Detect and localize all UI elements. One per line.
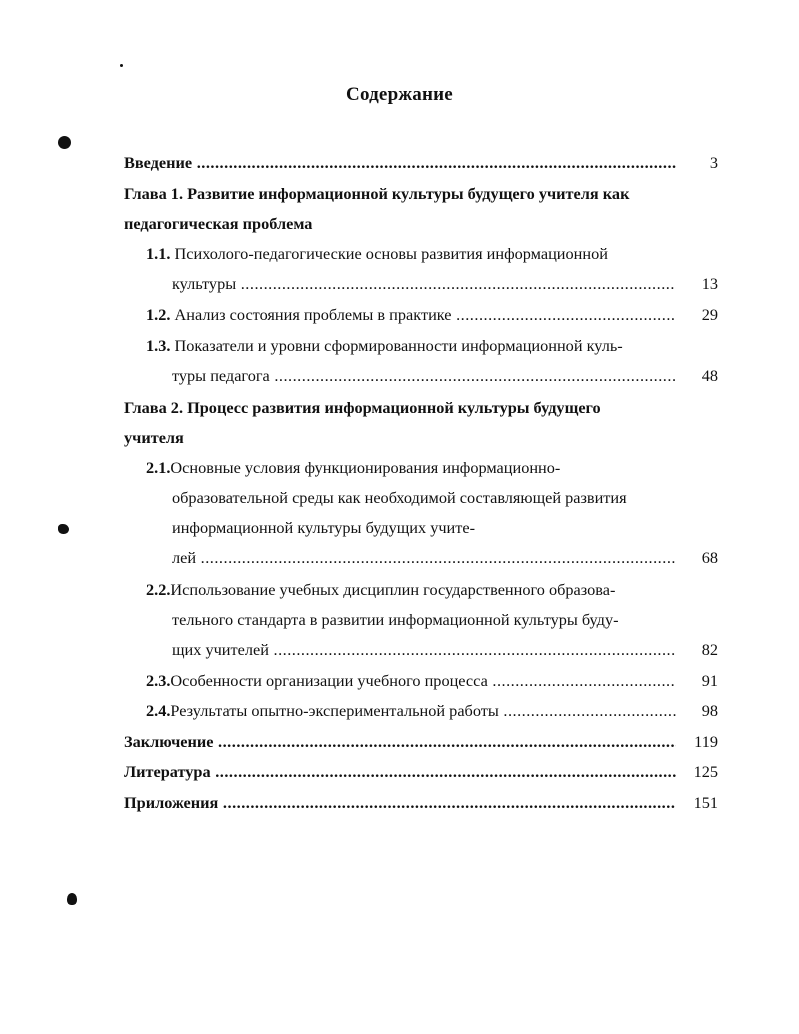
leader-dots [236, 274, 676, 293]
section-label: Результаты опытно-экспериментальной работы [170, 701, 499, 720]
toc-chapter-1-cont: педагогическая проблема [124, 214, 313, 233]
scan-blot [58, 524, 69, 534]
toc-page-number: 82 [701, 640, 718, 659]
toc-section-1-3 [146, 331, 676, 361]
section-label: Показатели и уровни сформированности информационной куль- [174, 336, 623, 355]
leader-dots [218, 793, 676, 812]
scan-blot [67, 893, 77, 905]
toc-section-2-1-cont: информационной культуры будущих учите- [172, 518, 476, 537]
toc-section-2-3 [146, 666, 676, 696]
toc-entry-conclusion [124, 727, 676, 757]
toc-page-number: 29 [701, 305, 718, 324]
page-title: Содержание [346, 84, 453, 105]
toc-section-2-4 [146, 696, 676, 726]
leader-dots [269, 640, 676, 659]
leader-dots [452, 305, 676, 324]
section-number: 2.3. [146, 671, 171, 690]
toc-page-number: 13 [701, 274, 718, 293]
toc-chapter-2: Глава 2. Процесс развития информационной культуры будущего [124, 398, 601, 417]
toc-entry-appendix [124, 788, 676, 818]
scan-blot [58, 136, 71, 149]
section-number: 2.2. [146, 580, 171, 599]
leader-dots [213, 732, 676, 751]
leader-dots [211, 762, 676, 781]
section-label-cont: щих учителей [172, 640, 269, 659]
toc-section-2-1-cont [172, 543, 676, 573]
toc-page-number: 3 [709, 153, 718, 172]
scan-speck [120, 64, 123, 67]
leader-dots [499, 701, 676, 720]
toc-label: Приложения [124, 793, 219, 812]
toc-label: Введение [124, 153, 193, 172]
toc-page-number: 48 [701, 366, 718, 385]
toc-entry-intro [124, 148, 676, 178]
leader-dots [192, 153, 676, 172]
section-number: 1.2. [146, 305, 171, 324]
toc-section-1-1-cont [172, 269, 676, 299]
toc-section-2-1-cont: образовательной среды как необходимой составляющей развития [172, 488, 627, 507]
section-number: 2.1. [146, 458, 171, 477]
section-label: Особенности организации учебного процесса [170, 671, 488, 690]
toc-section-1-1 [146, 239, 676, 269]
section-label-cont: лей [172, 548, 197, 567]
toc-page-number: 68 [701, 548, 718, 567]
toc-chapter-2-cont: учителя [124, 428, 184, 447]
leader-dots [270, 366, 676, 385]
toc-page-number: 98 [701, 701, 718, 720]
toc-entry-literature [124, 757, 676, 787]
toc-section-2-1 [146, 453, 676, 483]
section-label: Основные условия функционирования информационно- [170, 458, 561, 477]
toc-section-1-3-cont [172, 361, 676, 391]
toc-chapter-1: Глава 1. Развитие информационной культуры будущего учителя как [124, 184, 630, 203]
section-label-cont: культуры [172, 274, 237, 293]
toc-page-number: 91 [701, 671, 718, 690]
section-label: Использование учебных дисциплин государственного образова- [170, 580, 616, 599]
toc-label: Литература [124, 762, 211, 781]
toc-section-2-2-cont: тельного стандарта в развитии информационной культуры буду- [172, 610, 619, 629]
section-number: 2.4. [146, 701, 171, 720]
section-label: Анализ состояния проблемы в практике [174, 305, 452, 324]
toc-page-number: 125 [693, 762, 718, 781]
toc-page-number: 119 [694, 732, 718, 751]
section-label: Психолого-педагогические основы развития информационной [174, 244, 608, 263]
toc-section-2-2-cont [172, 635, 676, 665]
toc-section-2-2 [146, 575, 676, 605]
leader-dots [196, 548, 676, 567]
section-label-cont: туры педагога [172, 366, 270, 385]
toc-section-1-2 [146, 300, 676, 330]
toc-page-number: 151 [693, 793, 718, 812]
section-number: 1.1. [146, 244, 171, 263]
leader-dots [488, 671, 676, 690]
section-number: 1.3. [146, 336, 171, 355]
toc-label: Заключение [124, 732, 214, 751]
